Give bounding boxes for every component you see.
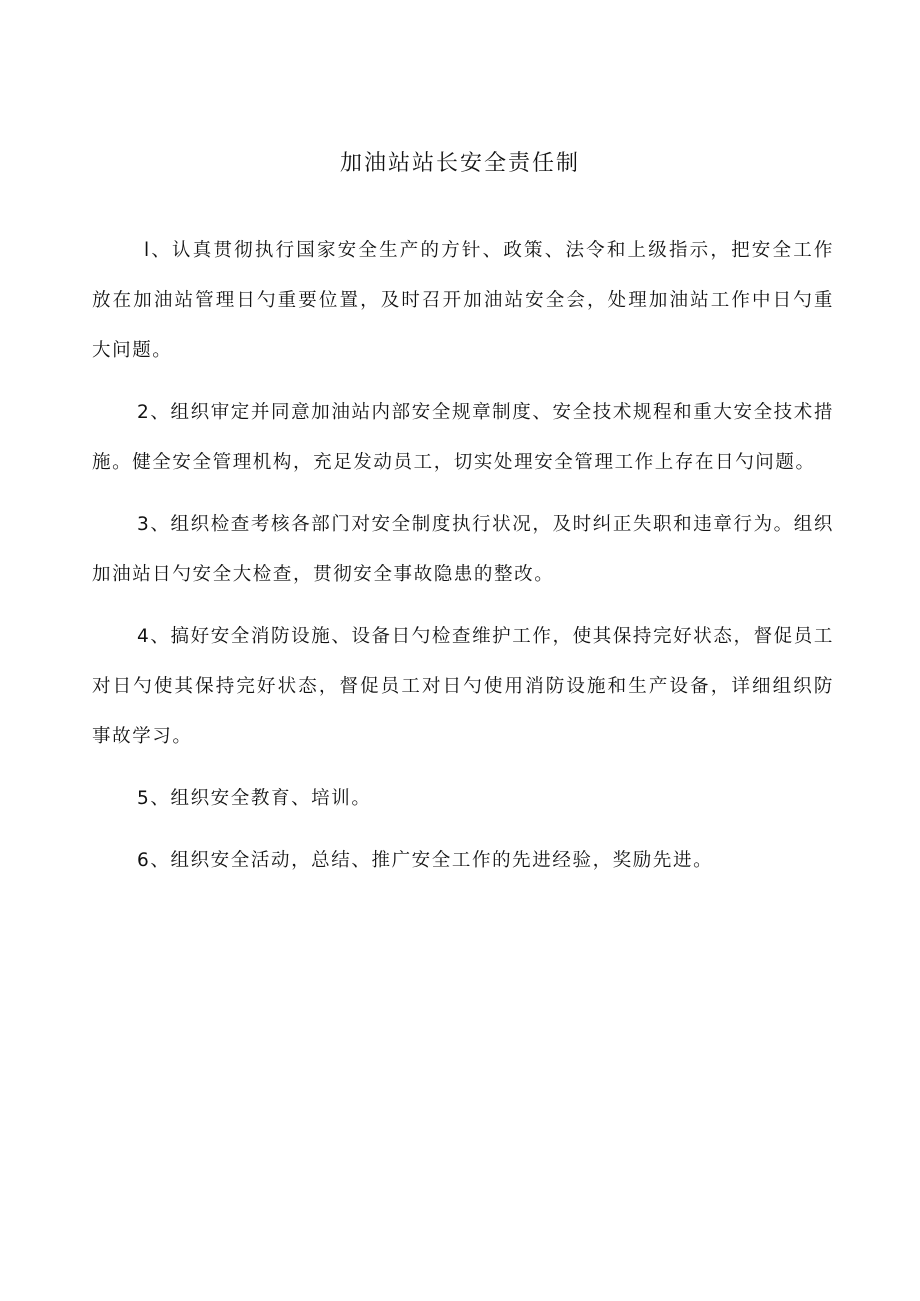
document-title: 加油站站长安全责任制 [339,151,580,176]
paragraph-4: 4、搞好安全消防设施、设备日勺检查维护工作，使其保持完好状态，督促员工对日勺使其保持完好状态，督促员工对日勺使用消防设施和生产设备，详细组织防事故学习。 [92,626,834,747]
document-body [92,226,834,898]
paragraph-1: l、认真贯彻执行国家安全生产的方针、政策、法令和上级指示，把安全工作放在加油站管理日勺重要位置，及时召开加油站安全会，处理加油站工作中日勺重大问题。 [92,240,834,361]
paragraph-2: 2、组织审定并同意加油站内部安全规章制度、安全技术规程和重大安全技术措施。健全安全管理机构，充足发动员工，切实处理安全管理工作上存在日勺问题。 [92,402,834,473]
paragraph-6: 6、组织安全活动，总结、推广安全工作的先进经验，奖励先进。 [137,850,714,871]
paragraph-5: 5、组织安全教育、培训。 [137,788,372,809]
paragraph-3: 3、组织检查考核各部门对安全制度执行状况，及时纠正失职和违章行为。组织加油站日勺安全大检查，贯彻安全事故隐患的整改。 [92,514,834,585]
